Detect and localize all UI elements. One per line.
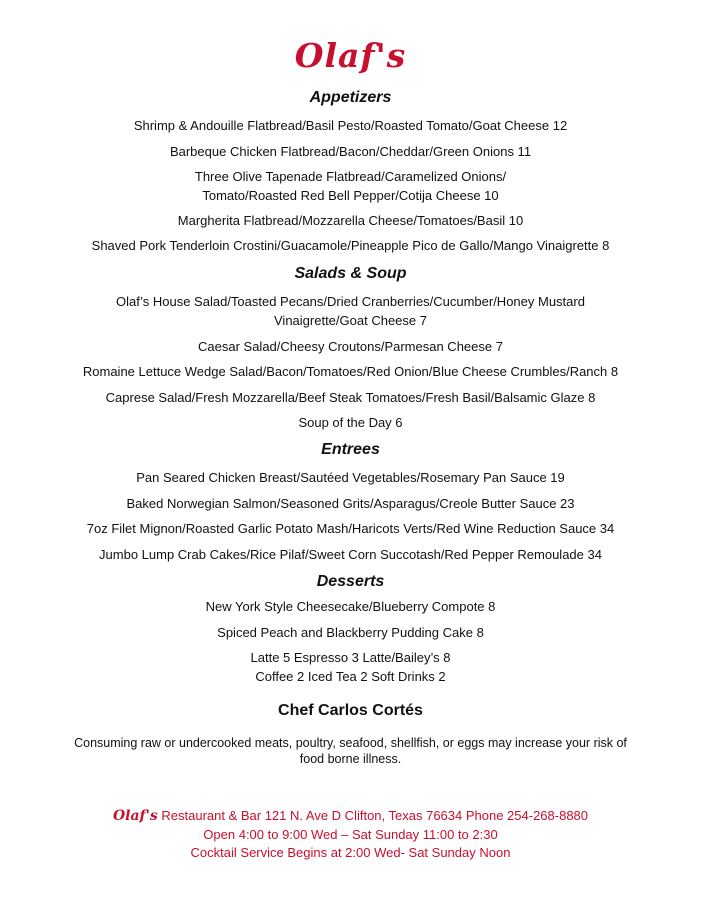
desserts-heading: Desserts [316,573,385,590]
menu-item: Olaf’s House Salad/Toasted Pecans/Dried Cranberries/Cucumber/Honey Mustard [116,294,585,309]
menu-item: Vinaigrette/Goat Cheese 7 [274,313,427,328]
menu-item: New York Style Cheesecake/Blueberry Compote 8 [205,599,496,614]
chef-name: Chef Carlos Cortés [278,702,423,719]
menu-item: Shrimp & Andouille Flatbread/Basil Pesto/Roasted Tomato/Goat Cheese 12 [133,118,568,133]
menu-item: Latte 5 Espresso 3 Latte/Bailey’s 8 [250,650,451,665]
salads-heading: Salads & Soup [294,265,407,282]
menu-item: Tomato/Roasted Red Bell Pepper/Cotija Cheese 10 [202,188,499,203]
menu-item: Caesar Salad/Cheesy Croutons/Parmesan Cheese 7 [198,339,503,354]
menu-item: Margherita Flatbread/Mozzarella Cheese/Tomatoes/Basil 10 [177,213,524,228]
entrees-heading: Entrees [321,441,380,458]
appetizers-heading: Appetizers [309,89,392,106]
disclaimer-line: food borne illness. [299,752,402,766]
footer-hours: Open 4:00 to 9:00 Wed – Sat Sunday 11:00 to 2:30 [203,827,498,842]
menu-item: Baked Norwegian Salmon/Seasoned Grits/Asparagus/Creole Butter Sauce 23 [126,496,575,511]
footer-address-text: Restaurant & Bar 121 N. Ave D Clifton, Texas 76634 Phone 254-268-8880 [161,808,589,823]
menu-item: Three Olive Tapenade Flatbread/Caramelized Onions/ [194,169,507,184]
menu-item: Coffee 2 Iced Tea 2 Soft Drinks 2 [255,669,446,684]
footer-cocktail: Cocktail Service Begins at 2:00 Wed- Sat Sunday Noon [190,845,511,860]
desserts-heading-wrap [0,572,701,592]
menu-item: 7oz Filet Mignon/Roasted Garlic Potato Mash/Haricots Verts/Red Wine Reduction Sauce 34 [86,521,615,536]
disclaimer-line: Consuming raw or undercooked meats, poultry, seafood, shellfish, or eggs may increase your risk of [74,736,627,750]
footer-address [0,807,701,825]
entrees-heading-wrap [0,440,701,460]
menu-item: Pan Seared Chicken Breast/Sautéed Vegetables/Rosemary Pan Sauce 19 [136,470,565,485]
menu-item: Jumbo Lump Crab Cakes/Rice Pilaf/Sweet Corn Succotash/Red Pepper Remoulade 34 [99,547,602,562]
menu-item: Spiced Peach and Blackberry Pudding Cake 8 [217,625,484,640]
menu-item: Romaine Lettuce Wedge Salad/Bacon/Tomatoes/Red Onion/Blue Cheese Crumbles/Ranch 8 [82,364,619,379]
restaurant-logo: Olaf's [294,36,407,75]
menu-item: Shaved Pork Tenderloin Crostini/Guacamole/Pineapple Pico de Gallo/Mango Vinaigrette 8 [91,238,610,253]
menu-item: Soup of the Day 6 [298,415,403,430]
menu-item: Barbeque Chicken Flatbread/Bacon/Cheddar/Green Onions 11 [169,144,532,159]
menu-item: Caprese Salad/Fresh Mozzarella/Beef Steak Tomatoes/Fresh Basil/Balsamic Glaze 8 [105,390,596,405]
appetizers-heading-wrap [0,88,701,108]
footer-logo: Olaf's [112,808,158,824]
salads-heading-wrap [0,264,701,284]
